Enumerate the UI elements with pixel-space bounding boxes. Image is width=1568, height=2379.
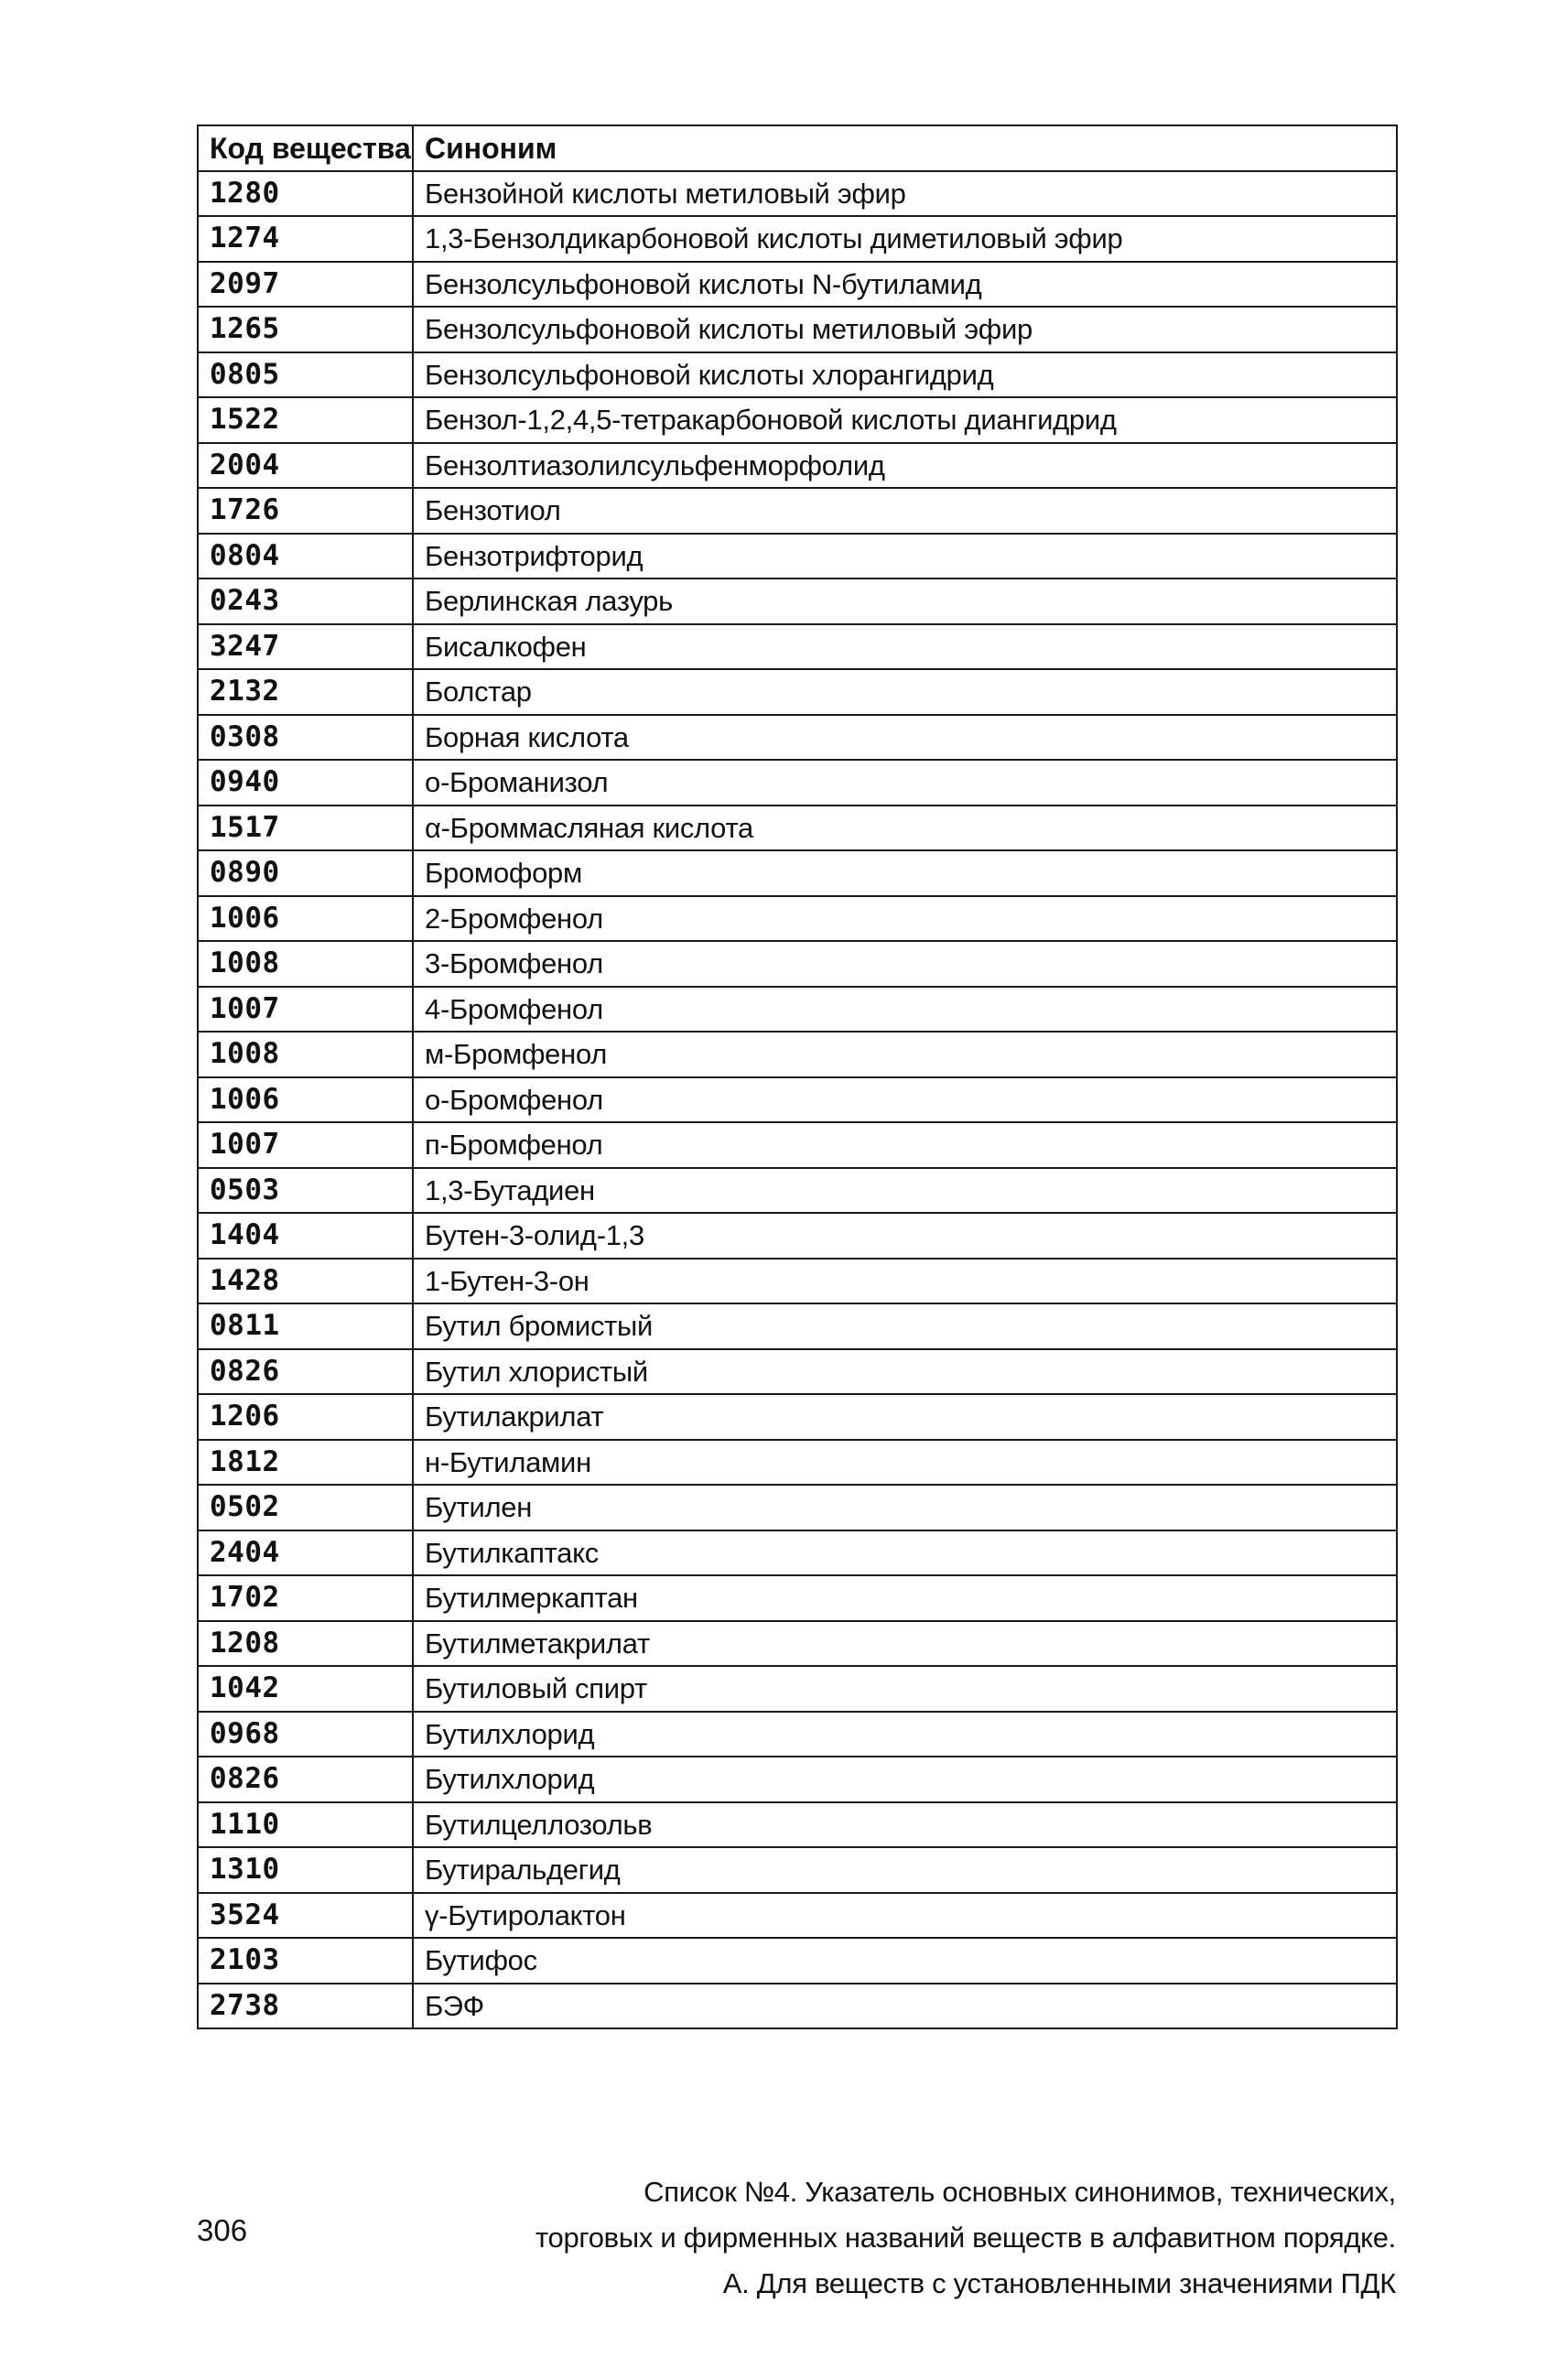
synonym-name: Бутилметакрилат xyxy=(413,1621,1397,1667)
substance-code: 1007 xyxy=(198,987,413,1033)
table-row xyxy=(198,1168,1397,1214)
synonym-name: Бутилен xyxy=(413,1485,1397,1530)
table-row xyxy=(198,443,1397,489)
synonym-name: Бутилцеллозольв xyxy=(413,1802,1397,1848)
synonym-name: Берлинская лазурь xyxy=(413,579,1397,624)
substance-code: 1007 xyxy=(198,1122,413,1168)
synonym-table xyxy=(197,124,1398,2029)
caption-line: торговых и фирменных названий веществ в алфавитном порядке. xyxy=(535,2222,1396,2254)
substance-code: 1812 xyxy=(198,1440,413,1486)
synonym-name: γ-Бутиролактон xyxy=(413,1893,1397,1939)
table-row xyxy=(198,488,1397,534)
substance-code: 1702 xyxy=(198,1575,413,1621)
table-row xyxy=(198,760,1397,806)
substance-code: 1208 xyxy=(198,1621,413,1667)
synonym-name: Болстар xyxy=(413,669,1397,715)
substance-code: 1428 xyxy=(198,1259,413,1304)
table-row xyxy=(198,1485,1397,1530)
synonym-name: 4-Бромфенол xyxy=(413,987,1397,1033)
table-row xyxy=(198,262,1397,308)
substance-code: 1726 xyxy=(198,488,413,534)
table-row xyxy=(198,1032,1397,1077)
substance-code: 0308 xyxy=(198,715,413,761)
table-row xyxy=(198,1666,1397,1712)
table-row xyxy=(198,1213,1397,1259)
table-row xyxy=(198,397,1397,443)
table-row xyxy=(198,1122,1397,1168)
header-code: Код вещества xyxy=(198,125,413,171)
synonym-name: Бензотиол xyxy=(413,488,1397,534)
synonym-name: Бутил бромистый xyxy=(413,1303,1397,1349)
substance-code: 1310 xyxy=(198,1847,413,1893)
substance-code: 2004 xyxy=(198,443,413,489)
table-row xyxy=(198,1802,1397,1848)
substance-code: 1274 xyxy=(198,216,413,262)
table-row xyxy=(198,307,1397,352)
caption-line: А. Для веществ с установленными значениями ПДК xyxy=(722,2267,1396,2299)
substance-code: 1265 xyxy=(198,307,413,352)
table-row xyxy=(198,1712,1397,1757)
substance-code: 1008 xyxy=(198,941,413,987)
substance-code: 0940 xyxy=(198,760,413,806)
table-row xyxy=(198,1259,1397,1304)
table-row xyxy=(198,1847,1397,1893)
table-header-row xyxy=(198,125,1397,171)
table-row xyxy=(198,1893,1397,1939)
substance-code: 0502 xyxy=(198,1485,413,1530)
substance-code: 1206 xyxy=(198,1394,413,1440)
substance-code: 0826 xyxy=(198,1349,413,1395)
substance-code: 1522 xyxy=(198,397,413,443)
substance-code: 1006 xyxy=(198,1077,413,1123)
table-row xyxy=(198,352,1397,398)
synonym-name: Бутиловый спирт xyxy=(413,1666,1397,1712)
table-row xyxy=(198,1621,1397,1667)
synonym-name: Бензол-1,2,4,5-тетракарбоновой кислоты диангидрид xyxy=(413,397,1397,443)
substance-code: 1006 xyxy=(198,896,413,942)
table-row xyxy=(198,896,1397,942)
substance-code: 3247 xyxy=(198,624,413,670)
table-row xyxy=(198,1349,1397,1395)
substance-code: 1280 xyxy=(198,171,413,217)
substance-code: 2132 xyxy=(198,669,413,715)
substance-code: 1042 xyxy=(198,1666,413,1712)
table-row xyxy=(198,1938,1397,1984)
synonym-name: Борная кислота xyxy=(413,715,1397,761)
substance-code: 2097 xyxy=(198,262,413,308)
substance-code: 2103 xyxy=(198,1938,413,1984)
substance-code: 0805 xyxy=(198,352,413,398)
table-row xyxy=(198,1303,1397,1349)
table-row xyxy=(198,216,1397,262)
synonym-name: Бутен-3-олид-1,3 xyxy=(413,1213,1397,1259)
synonym-name: Бутил хлористый xyxy=(413,1349,1397,1395)
synonym-name: Бензолтиазолилсульфенморфолид xyxy=(413,443,1397,489)
footer-caption xyxy=(535,2169,1396,2307)
synonym-name: Бензойной кислоты метиловый эфир xyxy=(413,171,1397,217)
synonym-name: Бензолсульфоновой кислоты метиловый эфир xyxy=(413,307,1397,352)
table-row xyxy=(198,1530,1397,1576)
substance-code: 1517 xyxy=(198,806,413,851)
synonym-name: о-Броманизол xyxy=(413,760,1397,806)
table-row xyxy=(198,987,1397,1033)
synonym-name: БЭФ xyxy=(413,1984,1397,2029)
substance-code: 0890 xyxy=(198,850,413,896)
synonym-name: Бензолсульфоновой кислоты N-бутиламид xyxy=(413,262,1397,308)
substance-code: 0243 xyxy=(198,579,413,624)
table-row xyxy=(198,579,1397,624)
table-row xyxy=(198,171,1397,217)
synonym-name: 1-Бутен-3-он xyxy=(413,1259,1397,1304)
table-row xyxy=(198,534,1397,579)
synonym-name: Бромоформ xyxy=(413,850,1397,896)
synonym-name: Бутиральдегид xyxy=(413,1847,1397,1893)
synonym-name: 1,3-Бензолдикарбоновой кислоты диметиловый эфир xyxy=(413,216,1397,262)
substance-code: 2404 xyxy=(198,1530,413,1576)
synonym-name: 3-Бромфенол xyxy=(413,941,1397,987)
page-number: 306 xyxy=(197,2213,248,2247)
synonym-name: Бензолсульфоновой кислоты хлорангидрид xyxy=(413,352,1397,398)
synonym-name: Бутилакрилат xyxy=(413,1394,1397,1440)
substance-code: 2738 xyxy=(198,1984,413,2029)
table-row xyxy=(198,1575,1397,1621)
table-row xyxy=(198,1984,1397,2029)
synonym-name: 2-Бромфенол xyxy=(413,896,1397,942)
synonym-name: Бутилкаптакс xyxy=(413,1530,1397,1576)
synonym-name: 1,3-Бутадиен xyxy=(413,1168,1397,1214)
synonym-name: Бутилмеркаптан xyxy=(413,1575,1397,1621)
substance-code: 1110 xyxy=(198,1802,413,1848)
substance-code: 0968 xyxy=(198,1712,413,1757)
table-row xyxy=(198,941,1397,987)
synonym-name: н-Бутиламин xyxy=(413,1440,1397,1486)
synonym-name: α-Броммасляная кислота xyxy=(413,806,1397,851)
header-synonym: Синоним xyxy=(413,125,1397,171)
substance-code: 0826 xyxy=(198,1757,413,1802)
table-body xyxy=(198,171,1397,2029)
table-row xyxy=(198,806,1397,851)
synonym-name: п-Бромфенол xyxy=(413,1122,1397,1168)
table-row xyxy=(198,624,1397,670)
table-row xyxy=(198,1394,1397,1440)
synonym-name: Бутилхлорид xyxy=(413,1712,1397,1757)
synonym-name: Бензотрифторид xyxy=(413,534,1397,579)
caption-line: Список №4. Указатель основных синонимов, технических, xyxy=(643,2176,1396,2208)
substance-code: 0503 xyxy=(198,1168,413,1214)
table-row xyxy=(198,715,1397,761)
table-row xyxy=(198,669,1397,715)
table-row xyxy=(198,1077,1397,1123)
synonym-name: Бутилхлорид xyxy=(413,1757,1397,1802)
synonym-name: м-Бромфенол xyxy=(413,1032,1397,1077)
substance-code: 0804 xyxy=(198,534,413,579)
synonym-name: Бисалкофен xyxy=(413,624,1397,670)
synonym-table-container xyxy=(197,124,1396,2029)
substance-code: 1008 xyxy=(198,1032,413,1077)
synonym-name: Бутифос xyxy=(413,1938,1397,1984)
substance-code: 1404 xyxy=(198,1213,413,1259)
table-row xyxy=(198,850,1397,896)
table-row xyxy=(198,1757,1397,1802)
table-row xyxy=(198,1440,1397,1486)
synonym-name: о-Бромфенол xyxy=(413,1077,1397,1123)
substance-code: 3524 xyxy=(198,1893,413,1939)
substance-code: 0811 xyxy=(198,1303,413,1349)
